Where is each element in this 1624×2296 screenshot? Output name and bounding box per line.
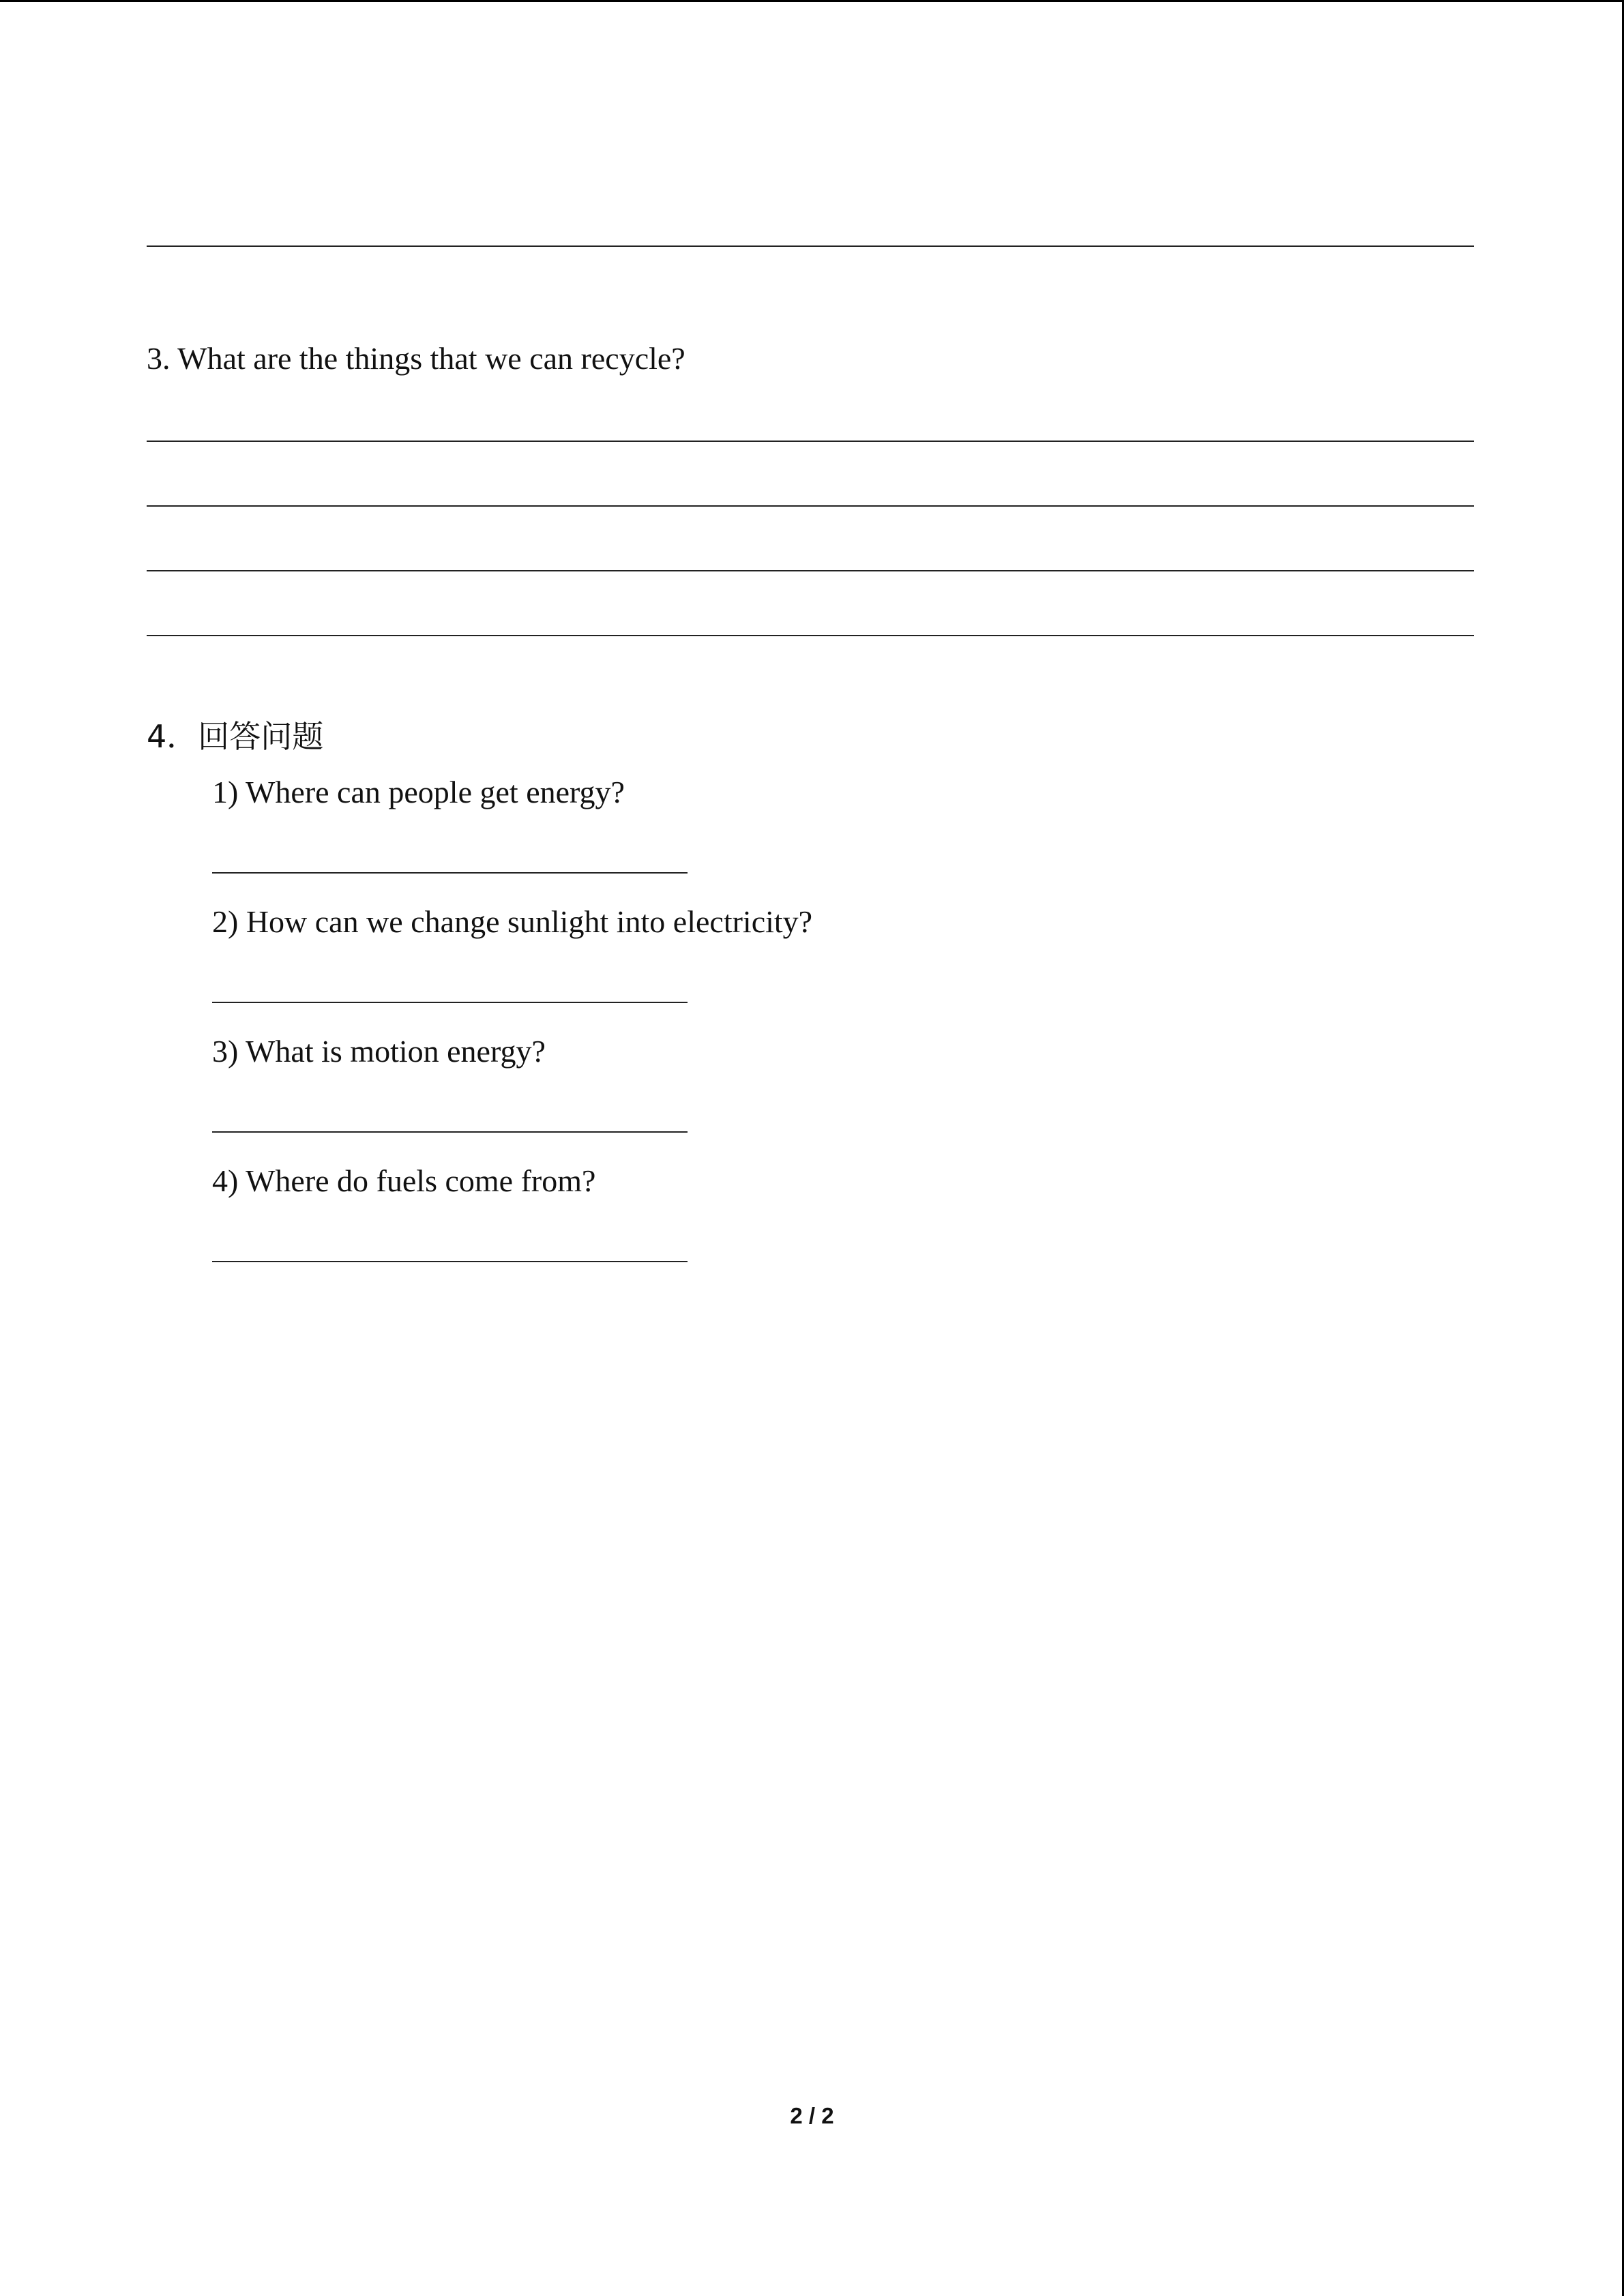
answer-line[interactable]: [212, 1131, 688, 1133]
page-top-border: [0, 0, 1624, 2]
answer-line[interactable]: [147, 570, 1474, 571]
sub-question-2: 2) How can we change sunlight into electricity?: [212, 904, 813, 939]
answer-line[interactable]: [147, 441, 1474, 442]
question-4-number: 4．: [147, 718, 198, 755]
question-3-text: 3. What are the things that we can recycle?: [147, 341, 685, 376]
sub-question-3: 3) What is motion energy?: [212, 1034, 546, 1069]
answer-line[interactable]: [147, 505, 1474, 507]
answer-line[interactable]: [212, 1002, 688, 1003]
answer-line[interactable]: [212, 872, 688, 874]
answer-line[interactable]: [147, 635, 1474, 636]
question-4-title: 回答问题: [198, 718, 324, 755]
question-4-heading: [147, 717, 323, 756]
answer-line[interactable]: [212, 1261, 688, 1262]
sub-question-1: 1) Where can people get energy?: [212, 775, 625, 809]
sub-question-4: 4) Where do fuels come from?: [212, 1163, 596, 1198]
answer-line[interactable]: [147, 245, 1474, 247]
page-number: 2 / 2: [790, 2103, 834, 2128]
